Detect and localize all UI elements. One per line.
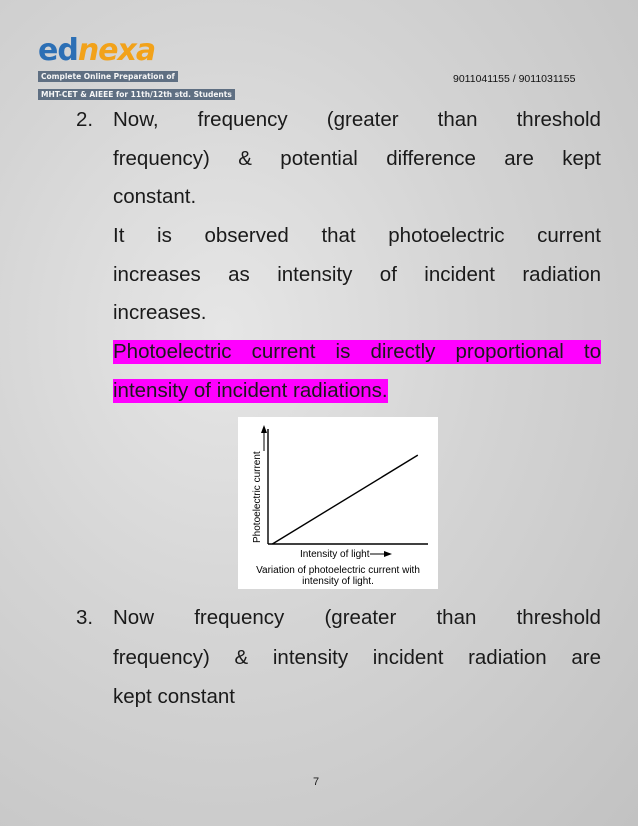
item-2-line-3: constant.: [113, 185, 197, 208]
phone-numbers: 9011041155 / 9011031155: [453, 73, 576, 85]
caption-line-2: intensity of light.: [302, 576, 374, 587]
item-2-line-1: Now, frequency (greater than threshold: [113, 108, 601, 131]
graph-svg: [238, 417, 438, 589]
caption-line-1: Variation of photoelectric current with: [256, 565, 420, 576]
y-arrow-head: [261, 425, 267, 433]
logo-word: ednexa: [38, 33, 156, 68]
ednexa-logo: [38, 33, 248, 102]
logo-tagline-1: Complete Online Preparation of: [38, 71, 178, 82]
highlight-line-1: Photoelectric current is directly proportional to: [113, 340, 601, 363]
highlight-line-2: intensity of incident radiations.: [113, 379, 388, 402]
item-2-line-6: increases.: [113, 301, 207, 324]
item-2-line-5: increases as intensity of incident radiation: [113, 263, 601, 286]
item-3-line-3: kept constant: [113, 685, 235, 708]
item-3-number: 3.: [76, 606, 94, 629]
item-3-line-1: Now frequency (greater than threshold: [113, 606, 601, 629]
page-number: 7: [313, 776, 320, 788]
data-line: [272, 455, 417, 544]
x-axis-label: Intensity of light: [300, 549, 370, 560]
y-axis-label: Photoelectric current: [252, 451, 263, 543]
logo-tagline-2: MHT-CET & AIEEE for 11th/12th std. Students: [38, 89, 235, 100]
item-2-line-4: It is observed that photoelectric current: [113, 224, 601, 247]
item-2-number: 2.: [76, 108, 94, 131]
highlight-line-2-wrap: [113, 379, 601, 403]
graph-figure: [238, 417, 438, 589]
item-3-line-2: frequency) & intensity incident radiation are: [113, 646, 601, 669]
x-arrow-head: [384, 551, 392, 557]
item-2-line-2: frequency) & potential difference are kept: [113, 147, 601, 170]
